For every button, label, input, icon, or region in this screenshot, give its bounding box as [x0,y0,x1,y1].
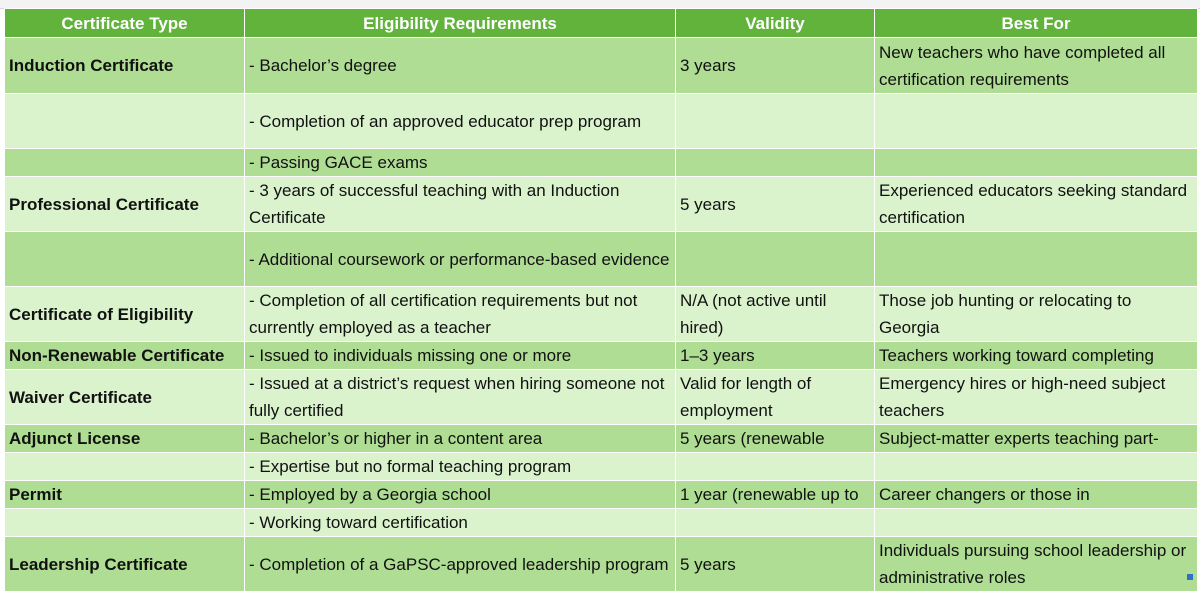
cell-validity[interactable]: Valid for length of employment [676,370,875,425]
table-row [5,94,1198,149]
cell-validity[interactable] [676,232,875,287]
cell-eligibility[interactable]: - Completion of an approved educator prep program [245,94,676,149]
table-row [5,177,1198,232]
cell-eligibility[interactable]: - Employed by a Georgia school [245,481,676,509]
header-cell-validity[interactable]: Validity [676,9,875,38]
cell-best-for[interactable] [875,94,1198,149]
header-row [5,9,1198,38]
table-row [5,342,1198,370]
cell-eligibility[interactable]: - 3 years of successful teaching with an Induction Certificate [245,177,676,232]
table-row [5,232,1198,287]
cell-validity[interactable]: 5 years (renewable [676,425,875,453]
header-cell-certificate-type[interactable]: Certificate Type [5,9,245,38]
cell-certificate-type[interactable]: Leadership Certificate [5,537,245,592]
cell-certificate-type[interactable]: Induction Certificate [5,38,245,94]
cell-validity[interactable] [676,509,875,537]
cell-certificate-type[interactable] [5,94,245,149]
cell-certificate-type[interactable]: Non-Renewable Certificate [5,342,245,370]
cell-best-for[interactable] [875,232,1198,287]
cell-eligibility[interactable]: - Completion of a GaPSC-approved leadership program [245,537,676,592]
cell-best-for[interactable] [875,509,1198,537]
cell-validity[interactable]: 1–3 years [676,342,875,370]
cell-validity[interactable]: N/A (not active until hired) [676,287,875,342]
table-row [5,481,1198,509]
cell-certificate-type[interactable]: Certificate of Eligibility [5,287,245,342]
cell-best-for[interactable]: Individuals pursuing school leadership or administrative roles [875,537,1198,592]
cell-validity[interactable]: 3 years [676,38,875,94]
selection-fill-handle[interactable] [1187,574,1193,580]
cell-certificate-type[interactable]: Waiver Certificate [5,370,245,425]
table-row [5,149,1198,177]
cell-best-for[interactable]: Career changers or those in [875,481,1198,509]
cell-validity[interactable]: 5 years [676,177,875,232]
cell-validity[interactable] [676,149,875,177]
cell-validity[interactable] [676,94,875,149]
table-row [5,38,1198,94]
cell-eligibility[interactable]: - Expertise but no formal teaching program [245,453,676,481]
cell-best-for[interactable]: Experienced educators seeking standard certification [875,177,1198,232]
cell-eligibility[interactable]: - Issued to individuals missing one or more [245,342,676,370]
cell-certificate-type[interactable]: Adjunct License [5,425,245,453]
cell-certificate-type[interactable] [5,149,245,177]
cell-best-for[interactable] [875,149,1198,177]
cell-certificate-type[interactable] [5,453,245,481]
cell-certificate-type[interactable]: Permit [5,481,245,509]
cell-certificate-type[interactable] [5,232,245,287]
cell-best-for[interactable]: Teachers working toward completing [875,342,1198,370]
cell-best-for[interactable] [875,453,1198,481]
table-row [5,370,1198,425]
cell-certificate-type[interactable] [5,509,245,537]
cell-validity[interactable]: 1 year (renewable up to [676,481,875,509]
cell-best-for[interactable]: Emergency hires or high-need subject teachers [875,370,1198,425]
cell-eligibility[interactable]: - Completion of all certification requirements but not currently employed as a teacher [245,287,676,342]
cell-eligibility[interactable]: - Bachelor’s degree [245,38,676,94]
cell-eligibility[interactable]: - Passing GACE exams [245,149,676,177]
header-cell-best-for[interactable]: Best For [875,9,1198,38]
cell-certificate-type[interactable]: Professional Certificate [5,177,245,232]
table-row [5,509,1198,537]
cell-best-for[interactable]: Those job hunting or relocating to Georgia [875,287,1198,342]
table-row [5,537,1198,592]
cell-eligibility[interactable]: - Working toward certification [245,509,676,537]
table-row [5,425,1198,453]
cell-validity[interactable] [676,453,875,481]
cell-best-for[interactable]: Subject-matter experts teaching part- [875,425,1198,453]
cell-validity[interactable]: 5 years [676,537,875,592]
cell-eligibility[interactable]: - Additional coursework or performance-based evidence [245,232,676,287]
certificate-table [4,8,1198,592]
cell-eligibility[interactable]: - Issued at a district’s request when hiring someone not fully certified [245,370,676,425]
table-row [5,287,1198,342]
header-cell-eligibility-requirements[interactable]: Eligibility Requirements [245,9,676,38]
cell-eligibility[interactable]: - Bachelor’s or higher in a content area [245,425,676,453]
table-row [5,453,1198,481]
cell-best-for[interactable]: New teachers who have completed all certification requirements [875,38,1198,94]
